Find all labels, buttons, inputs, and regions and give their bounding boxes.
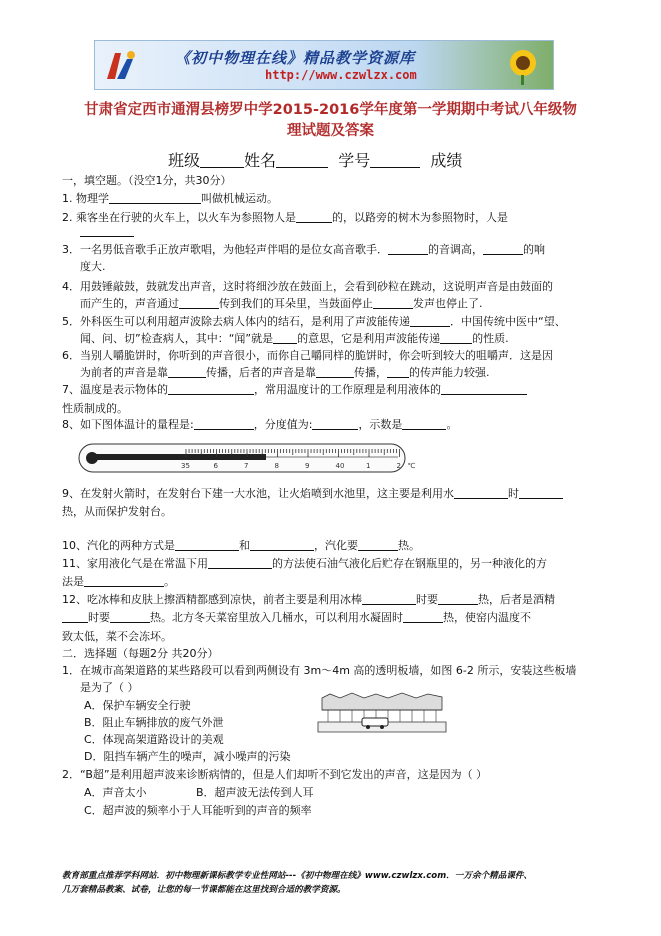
question-1: 1. 物理学 叫做机械运动。 — [62, 192, 278, 205]
question-10: 10、汽化的两种方式是 和 ，汽化要 热。 — [62, 539, 420, 552]
section2-heading: 二．选择题（每题2分 共20分） — [62, 647, 219, 660]
choice-2-option-c[interactable]: C．超声波的频率小于人耳能听到的声音的频率 — [84, 804, 312, 817]
question-8: 8、如下图体温计的量程是: ，分度值为: ，示数是 。 — [62, 418, 458, 431]
thermometer-scale-label: 40 — [335, 462, 345, 470]
doc-title-line2: 理试题及答案 — [287, 123, 374, 139]
question-4: 4．用鼓锤敲鼓，鼓就发出声音，这时将细沙放在鼓面上，会看到砂粒在跳动，这说明声音是由鼓面的 — [62, 280, 553, 293]
thermometer-scale-label: 8 — [274, 462, 279, 470]
question-6: 6．当别人嚼脆饼时，你听到的声音很小，而你自己嚼同样的脆饼时，你会听到较大的咀嚼声．这是因 — [62, 349, 553, 362]
class-label: 班级 — [168, 151, 201, 170]
choice-1-stem: 1．在城市高架道路的某些路段可以看到两侧设有 3m～4m 高的透明板墙，如图 6-2 所示，安装这些板墙 — [62, 664, 577, 677]
question-7-cont: 性质制成的。 — [62, 402, 128, 415]
question-12-end: 致太低，菜不会冻坏。 — [62, 630, 172, 643]
question-11: 11、家用液化气是在常温下用 的方法使石油气液化后贮存在钢瓶里的，另一种液化的方 — [62, 557, 547, 570]
question-9-cont: 热，从而保护发射台。 — [62, 505, 172, 518]
choice-1-option-c[interactable]: C．体现高架道路设计的美观 — [84, 733, 224, 746]
question-9: 9、在发射火箭时，在发射台下建一大水池，让火焰喷到水池里，这主要是利用水 时 — [62, 485, 563, 501]
question-12-cont: 时要 热。北方冬天菜窑里放入几桶水，可以利用水凝固时 热，使窑内温度不 — [62, 609, 531, 625]
thermometer-liquid-column — [96, 454, 266, 460]
question-2-blank — [80, 225, 134, 238]
thermometer-scale-label: 7 — [244, 462, 249, 470]
banner-title: 《初中物理在线》精品教学资源库 — [175, 49, 416, 67]
number-label: 学号 — [338, 151, 371, 170]
question-4-cont: 而产生的，声音通过 传到我们的耳朵里，当鼓面停止 发声也停止了. — [80, 297, 483, 310]
question-5-cont: 闻、问、切”检查病人，其中：“闻”就是 的意思，它是利用声波能传递 的性质. — [80, 332, 509, 345]
footer-line1: 教育部重点推荐学科网站．初中物理新课标教学专业性网站---《初中物理在线》www.czwlzx.com．一万余个精品课件、 — [62, 871, 533, 881]
choice-2-option-b[interactable]: B．超声波无法传到人耳 — [196, 786, 314, 799]
banner-url[interactable]: http://www.czwlzx.com — [265, 68, 417, 82]
thermometer-scale-label: 6 — [213, 462, 218, 470]
question-2: 2. 乘客坐在行驶的火车上，以火车为参照物人是 的，以路旁的树木为参照物时，人是 — [62, 211, 508, 224]
name-blank[interactable] — [276, 151, 328, 168]
clinical-thermometer-figure — [78, 441, 416, 475]
thermometer-scale-label: 2 — [396, 462, 401, 470]
footer-line2: 几万套精品教案、试卷，让您的每一节课都能在这里找到合适的教学资源。 — [62, 885, 346, 895]
student-info-line — [168, 148, 462, 171]
question-3: 3．一名男低音歌手正放声歌唱，为他轻声伴唱的是位女高音歌手． 的音调高， 的响 — [62, 243, 545, 256]
header-banner — [94, 40, 554, 90]
class-blank[interactable] — [200, 151, 244, 168]
choice-2-stem: 2．“B超”是利用超声波来诊断病情的，但是人们却听不到它发出的声音，这是因为（ ） — [62, 768, 488, 781]
thermometer-unit-label: ℃ — [407, 462, 416, 470]
doc-title-line1: 甘肃省定西市通渭县榜罗中学2015-2016学年度第一学期期中考试八年级物 — [84, 102, 577, 118]
highway-noise-barrier-figure — [318, 692, 446, 738]
thermometer-scale-label: 1 — [366, 462, 371, 470]
question-6-cont: 为前者的声音是靠 传播，后者的声音是靠 传播， 的传声能力较强. — [80, 366, 490, 379]
question-11-cont: 法是 。 — [62, 575, 175, 588]
score-label: 成绩 — [430, 151, 463, 170]
choice-1-option-a[interactable]: A．保护车辆安全行驶 — [84, 699, 191, 712]
sunflower-icon — [499, 45, 545, 85]
thermometer-scale-label: 35 — [181, 462, 190, 470]
choice-1-option-d[interactable]: D．阻挡车辆产生的噪声，减小噪声的污染 — [84, 750, 291, 763]
question-5: 5．外科医生可以利用超声波除去病人体内的结石，是利用了声波能传递 ．中国传统中医中“望、 — [62, 315, 566, 328]
section1-heading: 一，填空题。（没空1分，共30分） — [62, 174, 232, 187]
number-blank[interactable] — [370, 151, 420, 168]
choice-1-option-b[interactable]: B．阻止车辆排放的废气外泄 — [84, 716, 224, 729]
question-12: 12、吃冰棒和皮肤上擦酒精都感到凉快，前者主要是利用冰棒 时要 热，后者是酒精 — [62, 593, 555, 606]
question-7: 7、温度是表示物体的 ，常用温度计的工作原理是利用液体的 — [62, 381, 527, 397]
question-3-cont: 度大. — [80, 260, 106, 273]
thermometer-scale-label: 9 — [305, 462, 310, 470]
choice-2-option-a[interactable]: A．声音太小 — [84, 786, 147, 799]
name-label: 姓名 — [244, 151, 277, 170]
logo-icon — [101, 45, 141, 85]
choice-1-stem-cont: 是为了（ ） — [80, 681, 139, 694]
